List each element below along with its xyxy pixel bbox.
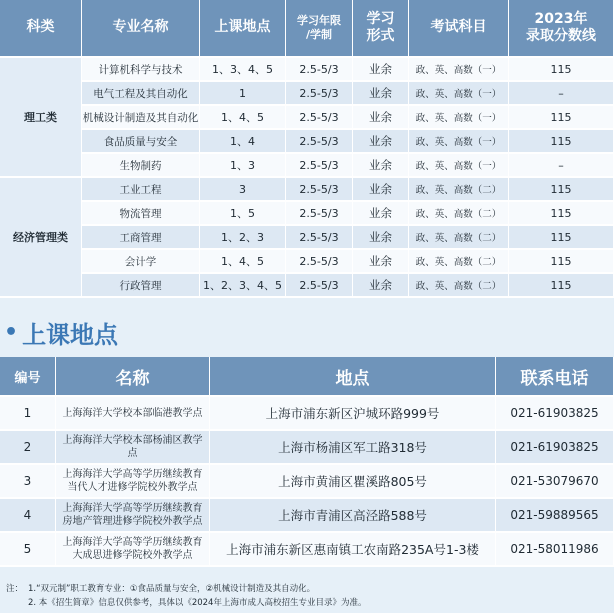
programs-body [0,58,614,298]
score-cell: 115 [509,58,614,82]
score-cell: 115 [509,202,614,226]
section-title-text: 上课地点 [22,320,119,349]
major-cell: 行政管理 [82,274,200,298]
location-name-cell: 上海海洋大学高等学历继续教育大成思进修学院校外教学点 [56,533,210,567]
header-mode-line1: 学习 [366,10,395,27]
program-row [0,274,614,298]
header-address: 地点 [210,357,496,397]
mode-cell: 业余 [353,58,409,82]
years-cell: 2.5-5/3 [286,82,353,106]
location-cell: 1、5 [200,202,286,226]
locations-body [0,397,614,567]
score-cell: 115 [509,250,614,274]
score-cell: 115 [509,130,614,154]
years-cell: 2.5-5/3 [286,178,353,202]
exam-cell: 政、英、高数（二） [409,178,509,202]
header-years-line2: /学制 [305,28,333,41]
section-title [4,314,118,350]
mode-cell: 业余 [353,82,409,106]
mode-cell: 业余 [353,154,409,178]
header-name: 名称 [56,357,210,397]
location-no-cell: 4 [0,499,56,533]
location-address-cell: 上海市杨浦区军工路318号 [210,431,496,465]
note-line-1: 1.“双元制”职工教育专业：①食品质量与安全，②机械设计制造及其自动化。 [28,584,316,594]
header-major: 专业名称 [82,0,200,58]
mode-cell: 业余 [353,106,409,130]
mode-cell: 业余 [353,250,409,274]
exam-cell: 政、英、高数（一） [409,130,509,154]
note-row-2 [6,596,610,610]
years-cell: 2.5-5/3 [286,226,353,250]
header-category: 科类 [0,0,82,58]
location-cell: 1、4、5 [200,106,286,130]
location-cell: 1、3 [200,154,286,178]
location-row [0,499,614,533]
program-row [0,250,614,274]
note-row-1 [6,582,610,596]
location-row [0,533,614,567]
header-phone: 联系电话 [496,357,614,397]
location-name-cell: 上海海洋大学高等学历继续教育当代人才进修学院校外教学点 [56,465,210,499]
exam-cell: 政、英、高数（二） [409,226,509,250]
location-name-cell: 上海海洋大学校本部临港教学点 [56,397,210,431]
years-cell: 2.5-5/3 [286,154,353,178]
category-cell: 理工类 [0,58,82,178]
header-location: 上课地点 [200,0,286,58]
location-cell: 1、2、3 [200,226,286,250]
header-years [286,0,353,58]
years-cell: 2.5-5/3 [286,250,353,274]
program-row [0,202,614,226]
header-mode [353,0,409,58]
header-exam: 考试科目 [409,0,509,58]
major-cell: 食品质量与安全 [82,130,200,154]
location-cell: 1、2、3、4、5 [200,274,286,298]
major-cell: 工商管理 [82,226,200,250]
exam-cell: 政、英、高数（一） [409,58,509,82]
score-cell: 115 [509,274,614,298]
major-cell: 机械设计制造及其自动化 [82,106,200,130]
years-cell: 2.5-5/3 [286,106,353,130]
location-row [0,397,614,431]
program-row [0,58,614,82]
major-cell: 物流管理 [82,202,200,226]
score-cell: – [509,82,614,106]
program-row [0,130,614,154]
header-score-line2: 录取分数线 [526,28,596,44]
location-cell: 1、4、5 [200,250,286,274]
location-address-cell: 上海市黄浦区瞿溪路805号 [210,465,496,499]
location-address-cell: 上海市浦东新区惠南镇工农南路235A号1-3楼 [210,533,496,567]
note-line-2: 2. 本《招生简章》信息仅供参考，具体以《2024年上海市成人高校招生专业目录》为准。 [28,598,367,608]
location-no-cell: 1 [0,397,56,431]
major-cell: 生物制药 [82,154,200,178]
score-cell: – [509,154,614,178]
mode-cell: 业余 [353,202,409,226]
exam-cell: 政、英、高数（一） [409,82,509,106]
location-address-cell: 上海市浦东新区沪城环路999号 [210,397,496,431]
years-cell: 2.5-5/3 [286,274,353,298]
major-cell: 工业工程 [82,178,200,202]
exam-cell: 政、英、高数（二） [409,250,509,274]
exam-cell: 政、英、高数（一） [409,154,509,178]
program-row [0,178,614,202]
years-cell: 2.5-5/3 [286,130,353,154]
header-mode-line2: 形式 [366,28,395,44]
mode-cell: 业余 [353,178,409,202]
location-phone-cell: 021-61903825 [496,431,614,465]
years-cell: 2.5-5/3 [286,202,353,226]
location-cell: 1、3、4、5 [200,58,286,82]
location-phone-cell: 021-61903825 [496,397,614,431]
location-row [0,465,614,499]
header-years-line1: 学习年限 [297,14,341,28]
location-cell: 3 [200,178,286,202]
score-cell: 115 [509,226,614,250]
location-name-cell: 上海海洋大学校本部杨浦区教学点 [56,431,210,465]
section-bullet: • [4,319,19,345]
location-cell: 1、4 [200,130,286,154]
programs-table [0,0,614,298]
header-score [509,0,614,58]
major-cell: 电气工程及其自动化 [82,82,200,106]
note-label: 注： [6,584,24,594]
location-address-cell: 上海市青浦区高泾路588号 [210,499,496,533]
exam-cell: 政、英、高数（二） [409,274,509,298]
location-no-cell: 2 [0,431,56,465]
years-cell: 2.5-5/3 [286,58,353,82]
mode-cell: 业余 [353,274,409,298]
major-cell: 会计学 [82,250,200,274]
location-cell: 1 [200,82,286,106]
location-no-cell: 3 [0,465,56,499]
score-cell: 115 [509,178,614,202]
program-row [0,82,614,106]
location-phone-cell: 021-58011986 [496,533,614,567]
exam-cell: 政、英、高数（一） [409,106,509,130]
notes [6,582,610,610]
program-row [0,226,614,250]
header-no: 编号 [0,357,56,397]
score-cell: 115 [509,106,614,130]
program-row [0,106,614,130]
program-row [0,154,614,178]
mode-cell: 业余 [353,226,409,250]
mode-cell: 业余 [353,130,409,154]
major-cell: 计算机科学与技术 [82,58,200,82]
header-score-line1: 2023年 [534,10,588,27]
exam-cell: 政、英、高数（二） [409,202,509,226]
location-phone-cell: 021-53079670 [496,465,614,499]
location-no-cell: 5 [0,533,56,567]
location-phone-cell: 021-59889565 [496,499,614,533]
location-row [0,431,614,465]
location-name-cell: 上海海洋大学高等学历继续教育房地产管理进修学院校外教学点 [56,499,210,533]
category-cell: 经济管理类 [0,178,82,298]
locations-table [0,357,614,567]
